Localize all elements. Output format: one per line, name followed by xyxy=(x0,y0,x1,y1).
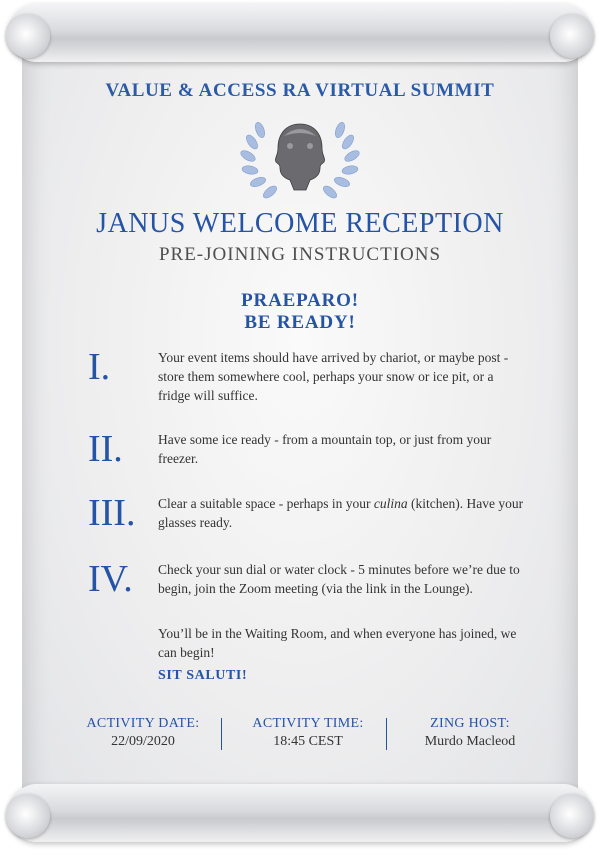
activity-details xyxy=(78,716,538,756)
activity-time-label: ACTIVITY TIME: xyxy=(252,716,364,731)
zing-host-label: ZING HOST: xyxy=(430,716,510,731)
step-text-part: (kitchen). Have your glasses ready. xyxy=(158,496,524,530)
activity-date xyxy=(78,716,208,750)
closing-salutation: SIT SALUTI! xyxy=(158,668,248,683)
zing-host xyxy=(400,716,540,750)
step-numeral: I. xyxy=(88,346,111,388)
footer-divider xyxy=(386,718,387,750)
scroll-roll-end xyxy=(6,794,50,838)
step-text-followup: You’ll be in the Waiting Room, and when everyone has joined, we can begin! xyxy=(158,626,517,660)
event-name: VALUE & ACCESS RA VIRTUAL SUMMIT xyxy=(105,80,495,101)
step-text xyxy=(158,494,528,532)
step-numeral: II. xyxy=(88,428,123,470)
step-text-italic: culina xyxy=(373,496,408,511)
scroll-top-roll xyxy=(8,4,592,62)
zing-host-value: Murdo Macleod xyxy=(424,734,516,749)
step-text: Have some ice ready - from a mountain top, or just from your freezer. xyxy=(158,432,492,466)
scroll-bottom-roll xyxy=(8,784,592,842)
page-title: JANUS WELCOME RECEPTION xyxy=(96,208,504,239)
scroll-roll-end xyxy=(550,14,594,58)
step-text-part: Clear a suitable space - perhaps in your xyxy=(158,496,374,511)
page-subtitle: PRE-JOINING INSTRUCTIONS xyxy=(158,244,442,265)
motto-line: PRAEPARO! xyxy=(241,290,359,311)
step-text: Your event items should have arrived by chariot, or maybe post - store them somewhere cool, perhaps your snow or ice pit, or a fridge will suffice. xyxy=(158,350,509,403)
step-text: Check your sun dial or water clock - 5 minutes before we’re due to begin, join the Zoom meeting (via the link in the Lounge). xyxy=(158,562,520,596)
footer-divider xyxy=(221,718,222,750)
motto-line: BE READY! xyxy=(244,312,356,333)
janus-laurel-emblem-icon xyxy=(238,112,362,204)
step-numeral: IV. xyxy=(88,558,133,600)
scroll-roll-end xyxy=(6,14,50,58)
activity-time-value: 18:45 CEST xyxy=(273,734,343,749)
activity-date-label: ACTIVITY DATE: xyxy=(86,716,200,731)
scroll-roll-end xyxy=(550,794,594,838)
activity-date-value: 22/09/2020 xyxy=(111,734,175,749)
step-numeral: III. xyxy=(88,492,136,534)
activity-time xyxy=(238,716,378,750)
